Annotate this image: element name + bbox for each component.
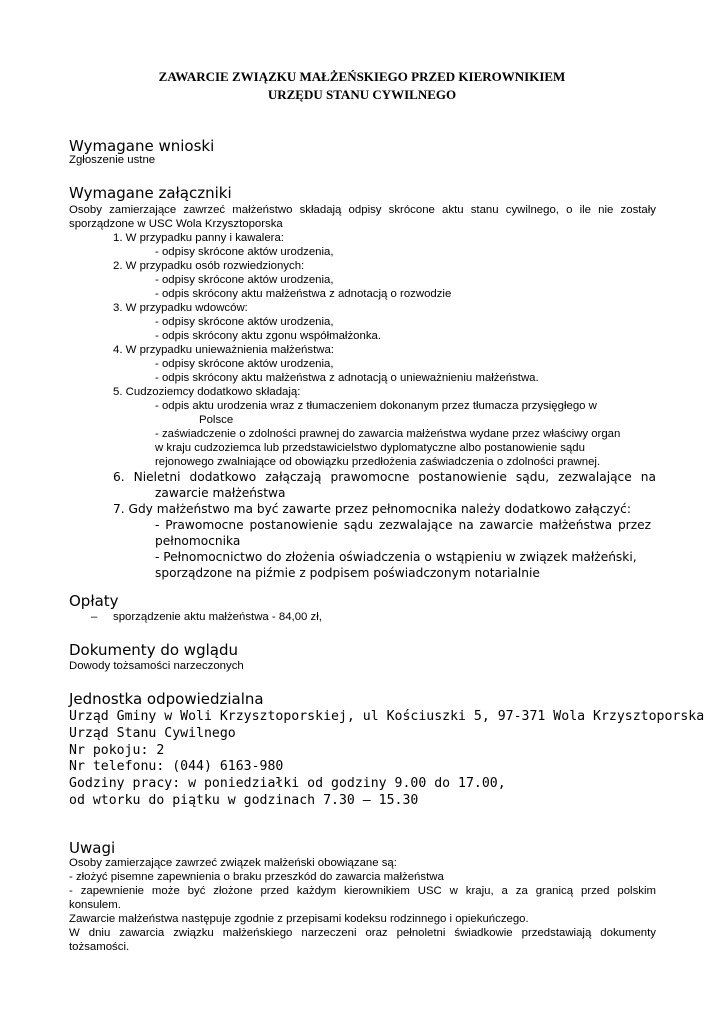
list-subitem-5b-line-3: rejonowego zwalniające od obowiązku przedłożenia zaświadczenia o zdolności prawnej. (155, 456, 601, 468)
list-subitem-7a-line-1: - Prawomocne postanowienie sądu zezwalające na zawarcie małżeństwa przez (155, 518, 651, 532)
list-subitem-3a: - odpisy skrócone aktów urodzenia, (155, 316, 334, 328)
uwagi-line-6: W dniu zawarcia związku małżeńskiego narzeczeni oraz pełnoletni świadkowie przedstawiają dokumenty (69, 927, 656, 939)
jednostka-room: Nr pokoju: 2 (69, 743, 165, 758)
jednostka-office: Urząd Stanu Cywilnego (69, 726, 236, 741)
dokumenty-text: Dowody tożsamości narzeczonych (69, 660, 244, 672)
uwagi-line-4: konsulem. (69, 899, 121, 911)
uwagi-line-2: - złożyć pisemne zapewnienia o braku przeszkód do zawarcia małżeństwa (69, 871, 444, 883)
zalaczniki-intro-line-1: Osoby zamierzające zawrzeć małżeństwo składają odpisy skrócone aktu stanu cywilnego, o ile nie zostały (69, 204, 656, 216)
document-title-line-2: URZĘDU STANU CYWILNEGO (267, 87, 457, 102)
list-subitem-2b: - odpis skrócony aktu małżeństwa z adnotacją o rozwodzie (155, 288, 452, 300)
section-heading-zalaczniki: Wymagane załączniki (69, 184, 232, 202)
list-subitem-7a-line-2: pełnomocnika (155, 534, 241, 548)
section-heading-dokumenty: Dokumenty do wglądu (69, 641, 238, 659)
list-subitem-2a: - odpisy skrócone aktów urodzenia, (155, 274, 334, 286)
jednostka-phone: Nr telefonu: (044) 6163-980 (69, 759, 284, 774)
list-item-6-line-1: 6. Nieletni dodatkowo załączają prawomocne postanowienie sądu, zezwalające na (113, 470, 656, 484)
list-item-3: 3. W przypadku wdowców: (113, 302, 248, 314)
uwagi-line-1: Osoby zamierzające zawrzeć związek małżeński obowiązane są: (69, 857, 397, 869)
uwagi-line-3: - zapewnienie może być złożone przed każdym kierownikiem USC w kraju, a za granicą przed polskim (69, 885, 656, 897)
list-subitem-5b-line-2: w kraju cudzoziemca lub przedstawicielstwo dyplomatyczne albo postanowienie sądu (155, 442, 585, 454)
list-subitem-4a: - odpisy skrócone aktów urodzenia, (155, 358, 334, 370)
list-item-2: 2. W przypadku osób rozwiedzionych: (113, 260, 305, 272)
list-subitem-3b: - odpis skrócony aktu zgonu współmałżonka. (155, 330, 382, 342)
list-item-7: 7. Gdy małżeństwo ma być zawarte przez pełnomocnika należy dodatkowo załączyć: (113, 502, 631, 516)
jednostka-hours-line-2: od wtorku do piątku w godzinach 7.30 – 15.30 (69, 793, 419, 808)
list-item-1: 1. W przypadku panny i kawalera: (113, 232, 284, 244)
uwagi-line-7: tożsamości. (69, 941, 130, 953)
section-heading-uwagi: Uwagi (69, 839, 116, 857)
list-subitem-1a: - odpisy skrócone aktów urodzenia, (155, 246, 334, 258)
jednostka-hours-line-1: Godziny pracy: w poniedziałki od godziny 9.00 do 17.00, (69, 776, 506, 791)
list-subitem-4b: - odpis skrócony aktu małżeństwa z adnotacją o unieważnieniu małżeństwa. (155, 372, 539, 384)
list-item-4: 4. W przypadku unieważnienia małżeństwa: (113, 344, 334, 356)
bullet-dash: – (91, 611, 98, 623)
list-subitem-7b-line-2: sporządzone na piźmie z podpisem poświadczonym notarialnie (155, 566, 540, 580)
oplaty-item: sporządzenie aktu małżeństwa - 84,00 zł, (113, 611, 322, 623)
document-title-line-1: ZAWARCIE ZWIĄZKU MAŁŻEŃSKIEGO PRZED KIEROWNIKIEM (158, 69, 566, 84)
section-heading-jednostka: Jednostka odpowiedzialna (69, 690, 264, 708)
list-subitem-5a-line-2: Polsce (199, 414, 234, 426)
section-heading-wnioski: Wymagane wnioski (69, 137, 215, 155)
list-item-5: 5. Cudzoziemcy dodatkowo składają: (113, 386, 301, 398)
uwagi-line-5: Zawarcie małżeństwa następuje zgodnie z przepisami kodeksu rodzinnego i opiekuńczego. (69, 913, 529, 925)
list-item-6-line-2: zawarcie małżeństwa (155, 486, 286, 500)
jednostka-address: Urząd Gminy w Woli Krzysztoporskiej, ul Kościuszki 5, 97-371 Wola Krzysztoporska (69, 709, 705, 724)
zalaczniki-intro-line-2: sporządzone w USC Wola Krzysztoporska (69, 218, 283, 230)
list-subitem-5b-line-1: - zaświadczenie o zdolności prawnej do zawarcia małżeństwa wydane przez właściwy organ (155, 428, 621, 440)
section-heading-oplaty: Opłaty (69, 592, 119, 610)
list-subitem-7b-line-1: - Pełnomocnictwo do złożenia oświadczenia o wstąpieniu w związek małżeński, (155, 550, 637, 564)
list-subitem-5a-line-1: - odpis aktu urodzenia wraz z tłumaczeniem dokonanym przez tłumacza przysięgłego w (155, 400, 597, 412)
wnioski-text: Zgłoszenie ustne (69, 154, 156, 166)
